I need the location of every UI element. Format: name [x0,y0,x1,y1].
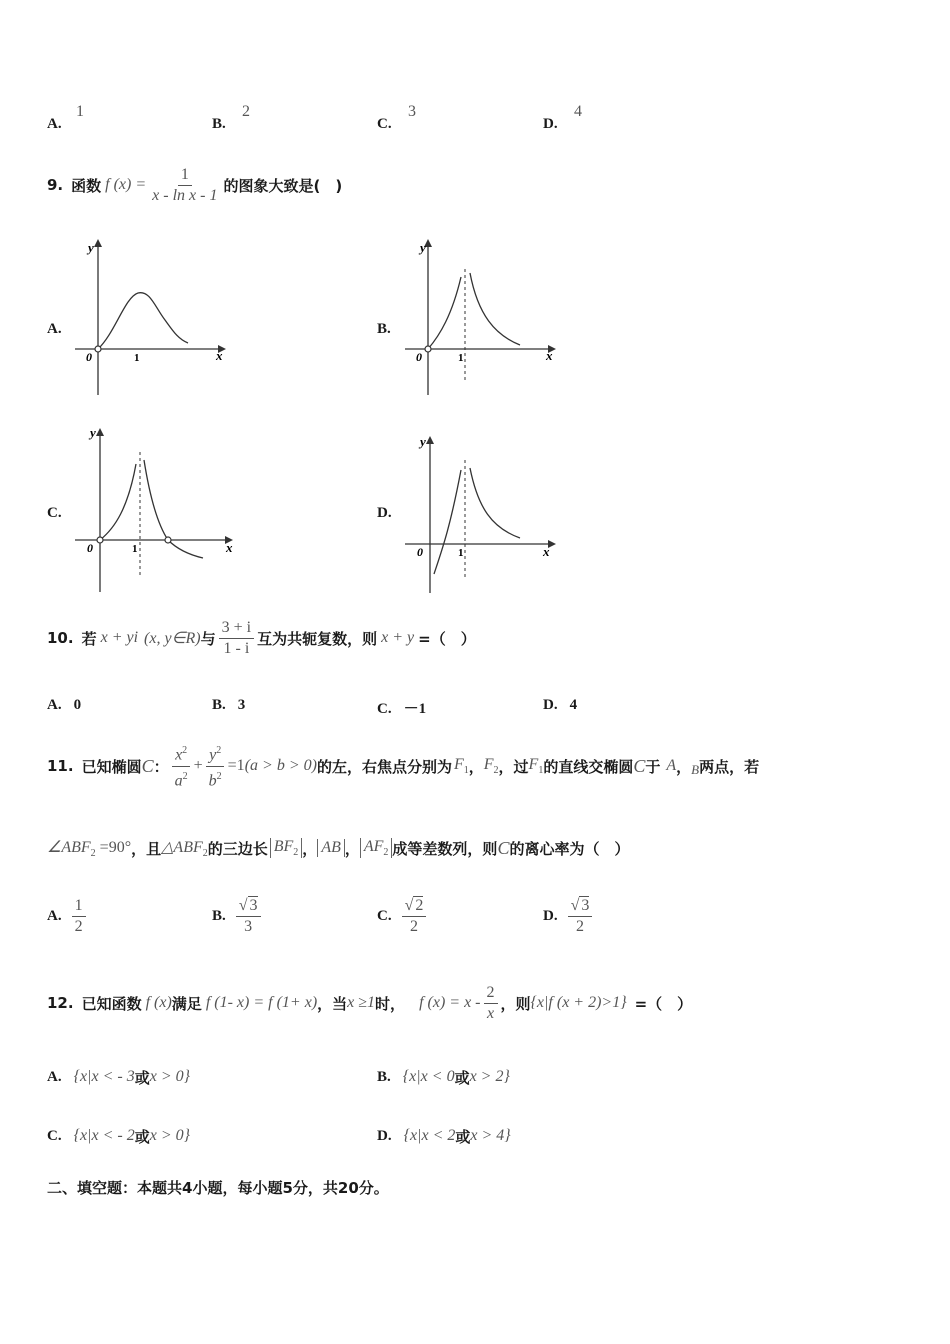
q12-p1: 已知函数 [81,994,142,1013]
graph-b-origin: 0 [416,350,422,364]
section-2-heading: 二、填空题：本题共4小题，每小题5分，共20分。 [47,1179,389,1197]
q11-angle: ∠ABF [47,838,91,856]
q12-stem [47,975,692,1031]
q11-option-b: B. $\frac{√ 3}{3}$ [212,893,264,939]
q9-stem [47,160,342,210]
graph-a-curve [98,293,188,349]
q12-option-d: D. {x|x < 2 或 x > 4} [377,1127,511,1146]
q11-option-d: D. $\frac{√ 3}{2}$ [543,893,595,939]
q11-A: A [666,757,677,774]
q9-graph-a [70,235,230,400]
graph-a-origin-hole [95,346,101,352]
q10-frac-num: 3 + i [219,618,254,639]
q11-option-c: C. $\frac{√ 2}{2}$ [377,893,429,939]
graph-c-origin: 0 [87,541,93,555]
graph-d-y-label: y [420,434,426,449]
q9-number: 9. [47,176,64,194]
q11-frac-y: $\frac{y^2}{b^2}$ [206,741,225,791]
q8-option-b-value: 2 [242,103,250,120]
q9-fraction [149,165,220,206]
graph-a-tick-1: 1 [134,352,140,364]
q11-colon: ： [153,757,169,776]
q11-stem-line2: $\angle ABF_2$ =90° ，且 $\triangle ABF_2$ 的三边长 $BF_2$ ， AB ， $AF_2$ 成等差数列，则 C 的离心率为（ ） [47,837,630,860]
q9-frac-num: 1 [178,165,192,186]
q8-option-d-label: D. [543,116,558,132]
q10-p4: =（ ） [418,629,476,648]
q9-graph-c [70,420,240,595]
q11-tri: △ABF [161,838,203,856]
q11-p1: 已知椭圆 [81,757,142,776]
q11-B: B [691,762,700,777]
q12-p6: =（ ） [634,994,693,1013]
q12-cond: x ≥1 [347,994,376,1011]
q12-rel: f (1- x) = f (1+ x) [205,994,318,1011]
q11-eq: =1 [227,757,245,774]
q10-option-b: B. 3 [212,697,246,713]
q12-set: {x|f (x + 2)>1} [530,994,627,1011]
q11-frac-x: $\frac{x^2}{a^2}$ [172,741,191,791]
q10-option-c: C. －1 [377,701,427,717]
q8-option-a-label: A. [47,116,62,132]
q9-prefix: 函数 [71,176,102,195]
q10-p1: 若 [81,629,97,648]
graph-b-y-label: y [420,240,426,255]
q10-option-a: A. 0 [47,697,82,713]
q9-graph-d [400,428,560,598]
q12-option-a: A. {x|x < - 3 或 x > 0} [47,1068,191,1087]
q11-AF2: AF [363,837,384,855]
q12-number: 12. [47,994,74,1012]
q9-graph-d-label: D. [377,505,392,521]
q10-stem [47,612,476,664]
q10-p3: 互为共轭复数，则 [257,629,378,648]
q11-cond: (a > b > 0) [244,757,317,774]
q9-suffix: 的图象大致是( ) [223,176,343,195]
q11-F1: F [453,755,464,773]
graph-d-origin: 0 [417,545,423,559]
q12-p5: ，则 [500,994,531,1013]
q10-expr1: x + yi [100,629,139,646]
q10-number: 10. [47,629,74,647]
q12-option-c: C. {x|x < - 2 或 x > 0} [47,1127,191,1146]
graph-d-tick-1: 1 [458,547,464,559]
q8-option-b-label: B. [212,116,226,132]
q10-fraction [219,618,254,659]
graph-b-tick-1: 1 [458,352,464,364]
q9-func: f (x) = [105,176,147,193]
q11-C: C [141,755,154,776]
q8-option-c-value: 3 [408,103,416,120]
q11-p6: 两点，若 [699,757,760,776]
q11-stem-line1: 11. 已知椭圆 C ： $\frac{x^2}{a^2}$ + $\frac{y^2}{b^2}$ =1 (a > b > 0) 的左，右焦点分别为 $F_1$ ， $F_2$ ，过 $F_1$ 的直线交椭圆 C 于 A ， B 两点，若 [47,738,759,794]
q9-frac-den: x - ln x - 1 [152,186,218,204]
q8-option-c-label: C. [377,116,392,132]
q9-graph-c-label: C. [47,505,62,521]
q11-option-a: A. $\frac{1}{2}$ [47,893,89,939]
q10-cond: (x, y∈R) [144,630,201,647]
q12-p3: ，当 [317,994,348,1013]
graph-a-x-label: x [216,348,223,363]
q11-p10: 的离心率为（ ） [509,839,630,858]
q8-option-d-value: 4 [574,103,582,120]
q10-option-d: D. 4 [543,697,578,713]
q11-AB: AB [321,839,341,856]
q9-graph-b-label: B. [377,321,391,337]
q8-option-a-value: 1 [76,103,84,120]
q12-def: f (x) = x - [419,994,481,1011]
graph-a-y-label: y [88,240,94,255]
q11-p4: 的直线交椭圆 [543,757,634,776]
q11-p2: 的左，右焦点分别为 [316,757,452,776]
q11-number: 11. [47,757,74,775]
q11-p3: ，过 [498,757,529,776]
q11-angle-val: =90° [99,839,132,856]
q12-p4: 时， [375,994,406,1013]
graph-c-x-label: x [226,540,233,555]
graph-c-tick-1: 1 [132,543,138,555]
q11-p9: 成等差数列，则 [392,839,498,858]
q12-p2: 满足 [171,994,202,1013]
graph-d-x-label: x [543,544,550,559]
q10-p2: 与 [200,629,216,648]
q10-frac-den: 1 - i [223,639,250,657]
graph-c-y-label: y [90,425,96,440]
graph-a-origin: 0 [86,350,92,364]
q11-F2: F [483,755,494,773]
q11-p5: 于 [645,757,661,776]
q10-expr2: x + y [381,629,415,646]
q9-graph-b [400,235,560,400]
q9-graph-a-label: A. [47,321,62,337]
q12-option-b: B. {x|x < 0 或 x > 2} [377,1068,510,1087]
q12-fraction: $\frac{2}{x}$ [484,983,498,1024]
q12-fx: f (x) [145,994,172,1011]
q11-p7: ，且 [131,839,162,858]
q11-p8: 的三边长 [207,839,268,858]
q11-BF2: BF [273,837,294,855]
graph-b-x-label: x [546,348,553,363]
